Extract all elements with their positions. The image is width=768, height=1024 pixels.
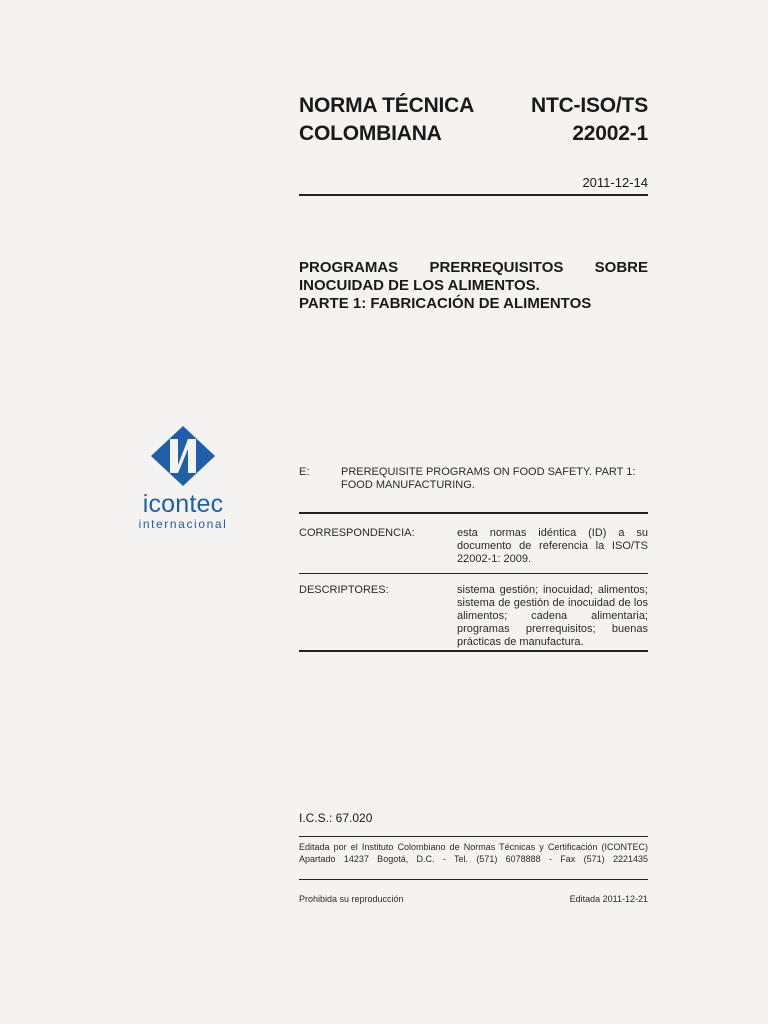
subject-word-2: PRERREQUISITOS bbox=[429, 259, 564, 276]
publisher-line-2: Apartado 14237 Bogotá, D.C. - Tel. (571) 6078888 - Fax (571) 2221435 bbox=[299, 854, 648, 864]
header-divider bbox=[299, 194, 648, 196]
subject-line-3: PARTE 1: FABRICACIÓN DE ALIMENTOS bbox=[299, 295, 592, 312]
edition-date: Editada 2011-12-21 bbox=[569, 894, 648, 904]
subject-word-3: SOBRE bbox=[594, 259, 648, 276]
ics-divider bbox=[299, 836, 648, 837]
code-line-2: 22002-1 bbox=[572, 122, 648, 145]
logo-wordmark: icontec bbox=[142, 490, 224, 518]
icontec-logo bbox=[128, 425, 238, 531]
publisher-divider bbox=[299, 879, 648, 880]
publisher-line-1: Editada por el Instituto Colombiano de Normas Técnicas y Certificación (ICONTEC) bbox=[299, 842, 648, 852]
publisher-info bbox=[299, 841, 648, 865]
english-title-label: E: bbox=[299, 466, 310, 478]
subject-line-2: INOCUIDAD DE LOS ALIMENTOS. bbox=[299, 277, 540, 294]
correspondencia-value: esta normas idéntica (ID) a su documento de referencia la ISO/TS 22002-1: 2009. bbox=[457, 527, 648, 565]
english-title bbox=[341, 466, 651, 492]
document-subject bbox=[299, 259, 648, 313]
descriptores-label: DESCRIPTORES: bbox=[299, 584, 389, 596]
logo-subtitle: internacional bbox=[138, 517, 228, 531]
icontec-n-logo-icon bbox=[150, 425, 216, 487]
subject-word-1: PROGRAMAS bbox=[299, 259, 399, 276]
english-divider bbox=[299, 512, 648, 514]
english-title-line-1: PREREQUISITE PROGRAMS ON FOOD SAFETY. PART 1: bbox=[341, 466, 636, 478]
descriptores-value: sistema gestión; inocuidad; alimentos; sistema de gestión de inocuidad de los alimentos; cadena alimentaria; programas prerrequisitos; buenas prácticas de manufactura. bbox=[457, 584, 648, 648]
descriptores-divider bbox=[299, 650, 648, 652]
correspondencia-label: CORRESPONDENCIA: bbox=[299, 527, 415, 539]
standard-code bbox=[531, 92, 648, 148]
title-line-1: NORMA TÉCNICA bbox=[299, 94, 475, 117]
title-line-2: COLOMBIANA bbox=[299, 122, 442, 145]
ratification-date: 2011-12-14 bbox=[582, 175, 648, 190]
correspondencia-divider bbox=[299, 573, 648, 574]
ics-code: I.C.S.: 67.020 bbox=[299, 811, 373, 825]
english-title-line-2: FOOD MANUFACTURING. bbox=[341, 479, 475, 491]
code-line-1: NTC-ISO/TS bbox=[531, 94, 648, 117]
standard-type-title bbox=[299, 92, 474, 148]
reproduction-notice: Prohibida su reproducción bbox=[299, 894, 404, 904]
